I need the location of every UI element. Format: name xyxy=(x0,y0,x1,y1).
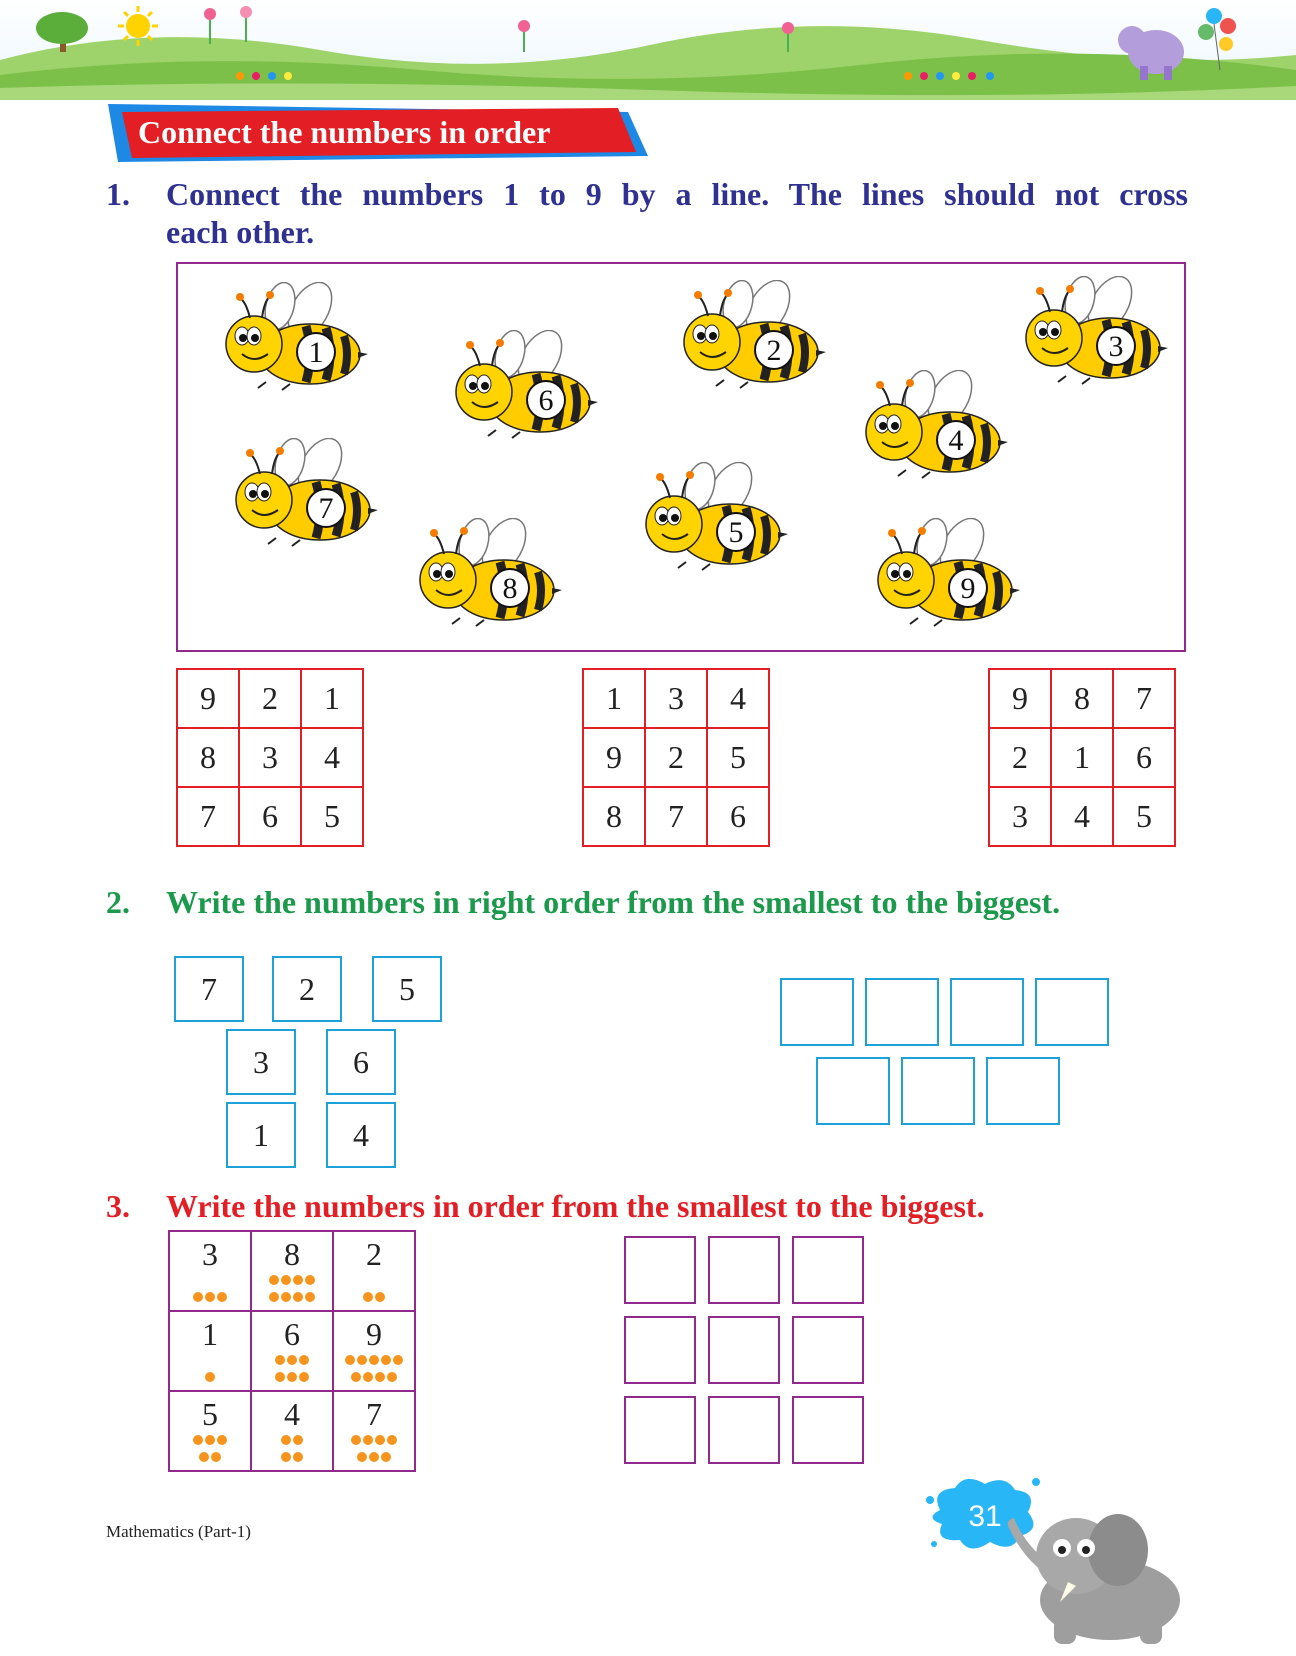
number-grid-2 xyxy=(582,668,770,847)
grid-cell[interactable]: 1 xyxy=(1051,728,1113,787)
bee-number[interactable]: 3 xyxy=(1096,326,1136,366)
grid-cell[interactable]: 2 xyxy=(239,669,301,728)
grid-cell[interactable]: 4 xyxy=(707,669,769,728)
question-2-number: 2. xyxy=(106,884,130,920)
bee-icon xyxy=(220,438,380,558)
answer-box[interactable] xyxy=(624,1396,696,1464)
dot-cell xyxy=(251,1231,333,1311)
count-dot xyxy=(351,1372,361,1382)
count-dot xyxy=(281,1435,291,1445)
question-3-text: Write the numbers in order from the smallest to the biggest. xyxy=(166,1188,985,1224)
bee-icon xyxy=(440,330,600,450)
landscape-banner xyxy=(0,0,1296,100)
count-dot xyxy=(281,1452,291,1462)
count-dot xyxy=(211,1452,221,1462)
bee-number[interactable]: 8 xyxy=(490,568,530,608)
bee-icon xyxy=(404,518,564,638)
count-dot xyxy=(387,1372,397,1382)
number-grid-3 xyxy=(988,668,1176,847)
answer-box[interactable] xyxy=(624,1316,696,1384)
count-dot xyxy=(217,1292,227,1302)
bee-number[interactable]: 1 xyxy=(296,332,336,372)
count-dot xyxy=(293,1435,303,1445)
count-dot xyxy=(193,1292,203,1302)
count-dot xyxy=(275,1355,285,1365)
grid-cell[interactable]: 6 xyxy=(707,787,769,846)
grid-cell[interactable]: 6 xyxy=(239,787,301,846)
grid-cell[interactable]: 3 xyxy=(989,787,1051,846)
section-ribbon xyxy=(108,104,648,164)
dot-cell-number: 4 xyxy=(284,1396,300,1432)
bee-number[interactable]: 4 xyxy=(936,420,976,460)
count-dot xyxy=(205,1372,215,1382)
grid-cell[interactable]: 3 xyxy=(239,728,301,787)
answer-box[interactable] xyxy=(865,978,939,1046)
dot-cell-number: 6 xyxy=(284,1316,300,1352)
grid-cell[interactable]: 9 xyxy=(989,669,1051,728)
dot-cell-number: 1 xyxy=(202,1316,218,1352)
grid-cell[interactable]: 5 xyxy=(1113,787,1175,846)
count-dot xyxy=(387,1435,397,1445)
bee-number[interactable]: 5 xyxy=(716,512,756,552)
page-number: 31 xyxy=(968,1500,1002,1533)
book-title: Mathematics (Part-1) xyxy=(106,1522,251,1541)
dot-cell xyxy=(333,1231,415,1311)
dot-cell-number: 8 xyxy=(284,1236,300,1272)
count-dot xyxy=(369,1452,379,1462)
dot-cell-number: 2 xyxy=(366,1236,382,1272)
count-dot xyxy=(305,1275,315,1285)
grid-cell[interactable]: 9 xyxy=(177,669,239,728)
count-dot xyxy=(393,1355,403,1365)
count-dot xyxy=(281,1292,291,1302)
answer-box[interactable] xyxy=(708,1316,780,1384)
elephant-icon xyxy=(990,1490,1210,1650)
count-dot xyxy=(345,1355,355,1365)
answer-box[interactable] xyxy=(624,1236,696,1304)
dot-cell-number: 5 xyxy=(202,1396,218,1432)
count-dot xyxy=(269,1292,279,1302)
grid-cell[interactable]: 9 xyxy=(583,728,645,787)
number-card: 7 xyxy=(174,956,244,1022)
bee-number[interactable]: 9 xyxy=(948,568,988,608)
count-dot xyxy=(363,1435,373,1445)
count-dot xyxy=(375,1292,385,1302)
count-dot xyxy=(375,1372,385,1382)
dot-cell xyxy=(169,1311,251,1391)
bee-number[interactable]: 2 xyxy=(754,330,794,370)
number-card: 4 xyxy=(326,1102,396,1168)
grid-cell[interactable]: 2 xyxy=(645,728,707,787)
count-dot xyxy=(299,1372,309,1382)
question-1-text-line2: each other. xyxy=(166,214,315,250)
grid-cell[interactable]: 3 xyxy=(645,669,707,728)
question-3-number: 3. xyxy=(106,1188,130,1224)
dot-cell xyxy=(251,1391,333,1471)
answer-box[interactable] xyxy=(901,1057,975,1125)
answer-box[interactable] xyxy=(1035,978,1109,1046)
dot-cell xyxy=(251,1311,333,1391)
bee-icon xyxy=(668,280,828,400)
count-dot xyxy=(293,1452,303,1462)
count-dot xyxy=(287,1372,297,1382)
answer-box[interactable] xyxy=(950,978,1024,1046)
answer-box[interactable] xyxy=(708,1236,780,1304)
number-card: 3 xyxy=(226,1029,296,1095)
answer-box[interactable] xyxy=(816,1057,890,1125)
grid-cell[interactable]: 7 xyxy=(645,787,707,846)
count-dot xyxy=(357,1355,367,1365)
grid-cell[interactable]: 4 xyxy=(1051,787,1113,846)
grid-cell[interactable]: 8 xyxy=(1051,669,1113,728)
question-2-text: Write the numbers in right order from the smallest to the biggest. xyxy=(166,884,1061,920)
bee-icon xyxy=(850,370,1010,490)
count-dot xyxy=(381,1452,391,1462)
count-dot xyxy=(199,1452,209,1462)
dot-cell-number: 9 xyxy=(366,1316,382,1352)
dot-cell-number: 3 xyxy=(202,1236,218,1272)
grid-cell[interactable]: 5 xyxy=(301,787,363,846)
grid-cell[interactable]: 7 xyxy=(1113,669,1175,728)
number-card: 6 xyxy=(326,1029,396,1095)
dot-cell xyxy=(333,1391,415,1471)
count-dot xyxy=(193,1435,203,1445)
answer-box[interactable] xyxy=(986,1057,1060,1125)
grid-cell[interactable]: 6 xyxy=(1113,728,1175,787)
count-dot xyxy=(293,1275,303,1285)
count-dot xyxy=(217,1435,227,1445)
dot-cell xyxy=(169,1391,251,1471)
count-dot xyxy=(269,1275,279,1285)
count-dot xyxy=(281,1275,291,1285)
grid-cell[interactable]: 4 xyxy=(301,728,363,787)
grid-cell[interactable]: 8 xyxy=(583,787,645,846)
count-dot xyxy=(205,1435,215,1445)
dot-number-grid xyxy=(168,1230,416,1472)
number-card: 1 xyxy=(226,1102,296,1168)
grid-cell[interactable]: 8 xyxy=(177,728,239,787)
answer-box[interactable] xyxy=(792,1316,864,1384)
answer-box[interactable] xyxy=(792,1236,864,1304)
number-grid-1 xyxy=(176,668,364,847)
count-dot xyxy=(287,1355,297,1365)
bee-icon xyxy=(862,518,1022,638)
count-dot xyxy=(363,1372,373,1382)
count-dot xyxy=(381,1355,391,1365)
bee-icon xyxy=(210,282,370,402)
grid-cell[interactable]: 5 xyxy=(707,728,769,787)
bee-number[interactable]: 6 xyxy=(526,380,566,420)
answer-box[interactable] xyxy=(792,1396,864,1464)
number-card: 5 xyxy=(372,956,442,1022)
count-dot xyxy=(369,1355,379,1365)
section-title: Connect the numbers in order xyxy=(138,114,551,150)
dot-cell xyxy=(169,1231,251,1311)
count-dot xyxy=(293,1292,303,1302)
sun-icon xyxy=(118,6,158,46)
grid-cell[interactable]: 1 xyxy=(301,669,363,728)
dot-cell-number: 7 xyxy=(366,1396,382,1432)
grid-cell[interactable]: 1 xyxy=(583,669,645,728)
bee-icon xyxy=(630,462,790,582)
answer-box[interactable] xyxy=(780,978,854,1046)
dot-cell xyxy=(333,1311,415,1391)
number-card: 2 xyxy=(272,956,342,1022)
count-dot xyxy=(363,1292,373,1302)
bee-number[interactable]: 7 xyxy=(306,488,346,528)
question-1-text: Connect the numbers 1 to 9 by a line. The lines should not cross xyxy=(166,176,1188,212)
question-1-number: 1. xyxy=(106,176,130,212)
bee-icon xyxy=(1010,276,1170,396)
grid-cell[interactable]: 7 xyxy=(177,787,239,846)
count-dot xyxy=(357,1452,367,1462)
count-dot xyxy=(275,1372,285,1382)
count-dot xyxy=(205,1292,215,1302)
count-dot xyxy=(375,1435,385,1445)
count-dot xyxy=(305,1292,315,1302)
count-dot xyxy=(299,1355,309,1365)
answer-box[interactable] xyxy=(708,1396,780,1464)
count-dot xyxy=(351,1435,361,1445)
grid-cell[interactable]: 2 xyxy=(989,728,1051,787)
